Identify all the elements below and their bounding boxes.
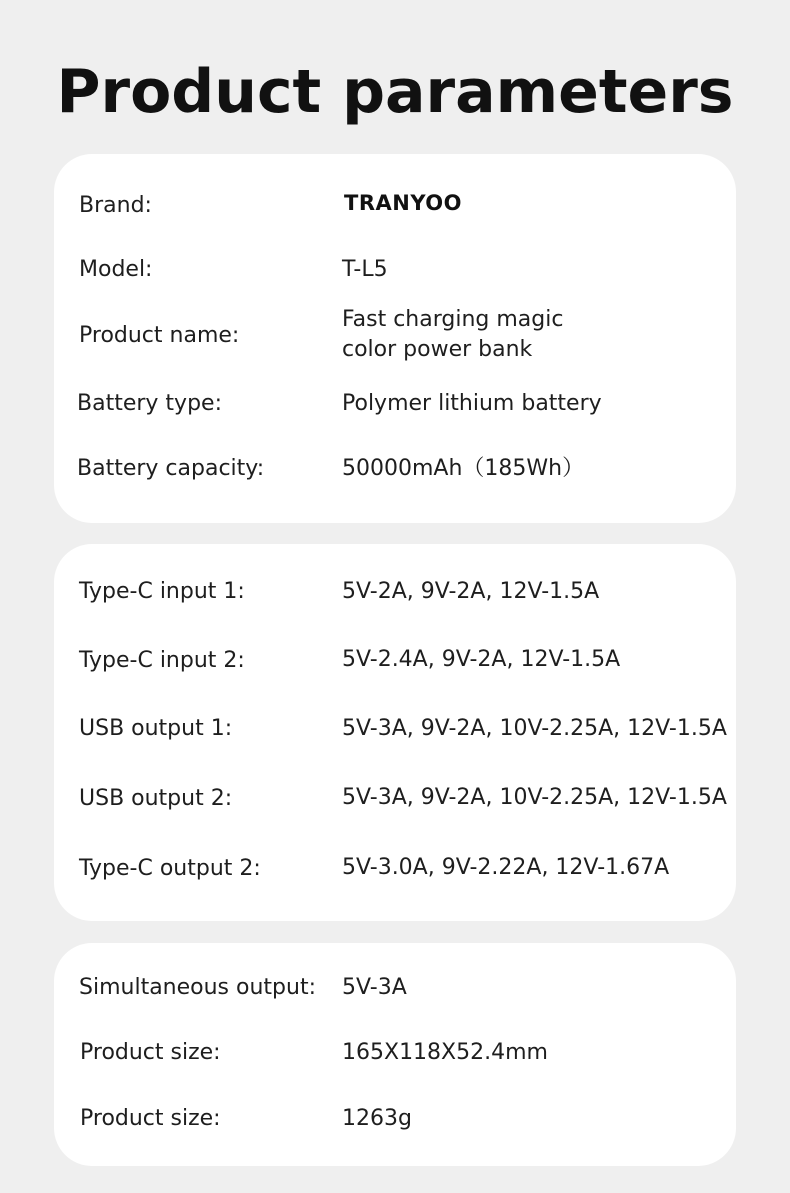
spec-label: USB output 1: — [79, 716, 233, 741]
spec-value: 5V-3A — [342, 975, 407, 1000]
spec-label: Type-C input 2: — [79, 648, 245, 673]
spec-value: Polymer lithium battery — [342, 391, 602, 416]
spec-value: 5V-3.0A, 9V-2.22A, 12V-1.67A — [342, 855, 670, 880]
spec-value-line2: color power bank — [342, 337, 533, 362]
spec-label: Model: — [79, 257, 153, 282]
physical-card — [54, 943, 736, 1166]
spec-value: 1263g — [342, 1106, 412, 1131]
spec-value: T-L5 — [342, 257, 388, 282]
spec-label: Type-C input 1: — [79, 579, 245, 604]
spec-label: Battery type: — [77, 391, 222, 416]
spec-label: Product name: — [79, 323, 240, 348]
spec-label: USB output 2: — [79, 786, 233, 811]
spec-label: Product size: — [80, 1106, 221, 1131]
spec-value: 5V-3A, 9V-2A, 10V-2.25A, 12V-1.5A — [342, 785, 727, 810]
spec-label: Simultaneous output: — [79, 975, 316, 1000]
spec-label: Battery capacity: — [77, 456, 265, 481]
spec-label: Type-C output 2: — [79, 856, 261, 881]
spec-value: 5V-3A, 9V-2A, 10V-2.25A, 12V-1.5A — [342, 716, 727, 741]
page-title: Product parameters — [56, 57, 734, 127]
ports-card — [54, 544, 736, 921]
spec-value: 5V-2A, 9V-2A, 12V-1.5A — [342, 579, 600, 604]
spec-value: 5V-2.4A, 9V-2A, 12V-1.5A — [342, 647, 621, 672]
spec-label: Product size: — [80, 1040, 221, 1065]
spec-value-line1: Fast charging magic — [342, 307, 564, 332]
brand-logo: TRANYOO — [344, 191, 462, 215]
basic-info-card — [54, 154, 736, 523]
spec-value: 165X118X52.4mm — [342, 1040, 548, 1065]
spec-value: 50000mAh（185Wh） — [342, 456, 585, 481]
spec-label: Brand: — [79, 193, 152, 218]
